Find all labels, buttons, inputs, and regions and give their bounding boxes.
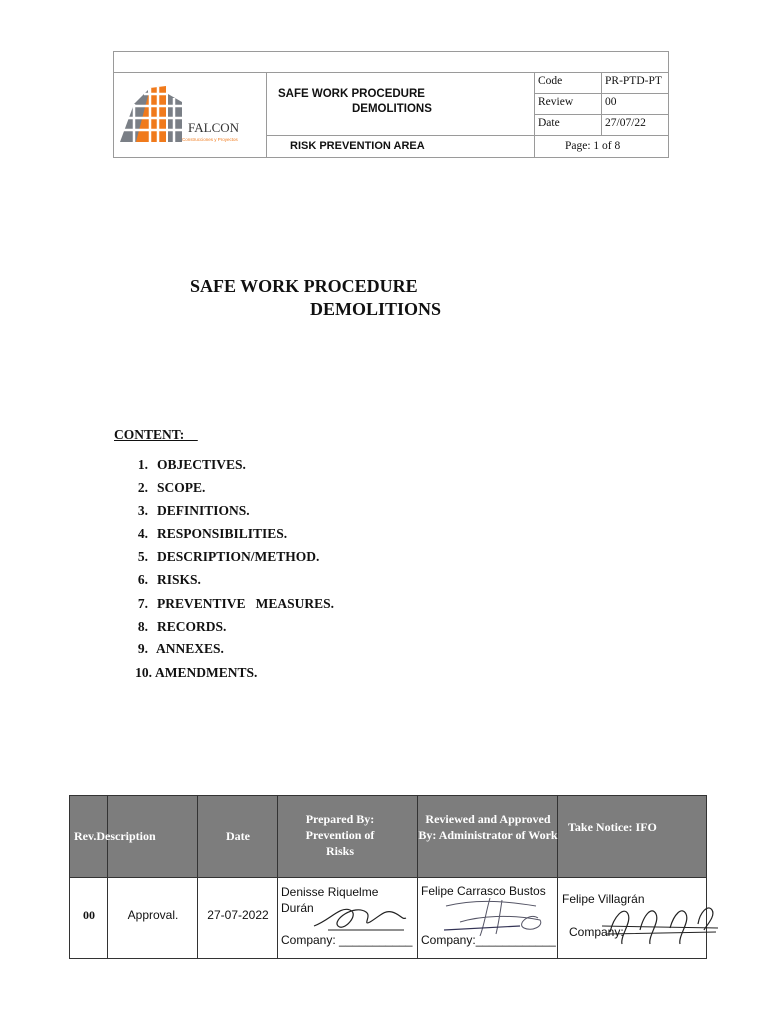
logo-subtext: Construcciones y Proyectos — [182, 137, 238, 142]
signature-prepared-icon — [310, 896, 410, 938]
page-indicator — [534, 135, 669, 158]
header-top-band — [114, 52, 668, 73]
logo-text: FALCON — [188, 120, 240, 135]
prepared-company: Company: ___________ — [281, 933, 413, 947]
signature-reviewed-icon — [440, 892, 550, 938]
reviewed-name: Felipe Carrasco Bustos — [421, 884, 546, 898]
page-number: Page: 1 of 8 — [565, 140, 621, 152]
meta-date-row — [534, 114, 669, 136]
meta-code-row — [534, 72, 669, 94]
row-description: Approval. — [127, 908, 179, 922]
header-title-box — [266, 72, 535, 136]
company-logo — [114, 72, 267, 158]
meta-review-row — [534, 93, 669, 115]
date-label: Date — [538, 117, 560, 129]
header-title-line2: DEMOLITIONS — [352, 103, 432, 115]
review-label: Review — [538, 96, 574, 108]
code-label: Code — [538, 75, 563, 87]
header-take-notice: Take Notice: IFO — [568, 820, 657, 834]
header-prepared-by: Prepared By: Prevention of Risks — [305, 812, 375, 858]
notice-company: Company: — [569, 925, 624, 939]
notice-name: Felipe Villagrán — [562, 892, 645, 906]
content-heading: CONTENT: — [114, 427, 198, 442]
date-value: 27/07/22 — [605, 117, 646, 129]
falcon-logo-icon — [114, 72, 266, 158]
document-title-line1: SAFE WORK PROCEDURE — [190, 276, 418, 296]
reviewed-company: Company:____________ — [421, 933, 556, 947]
header-area — [266, 135, 535, 158]
prepared-name: Denisse Riquelme Durán — [281, 885, 379, 915]
document-header — [113, 51, 669, 158]
header-title-line1: SAFE WORK PROCEDURE — [278, 88, 425, 100]
document-title-line2: DEMOLITIONS — [310, 299, 442, 319]
header-reviewed-by: Reviewed and Approved By: Administrator of Work — [418, 812, 558, 842]
code-value: PR-PTD-PT — [605, 75, 662, 87]
review-value: 00 — [605, 96, 617, 108]
signature-notice-icon — [600, 896, 720, 948]
row-date: 27-07-2022 — [207, 908, 269, 922]
header-rev-description: Rev.Description — [74, 829, 156, 843]
row-rev: 00 — [83, 908, 95, 922]
risk-area-label: RISK PREVENTION AREA — [290, 140, 425, 152]
header-date: Date — [226, 829, 250, 843]
signature-table — [69, 795, 707, 959]
